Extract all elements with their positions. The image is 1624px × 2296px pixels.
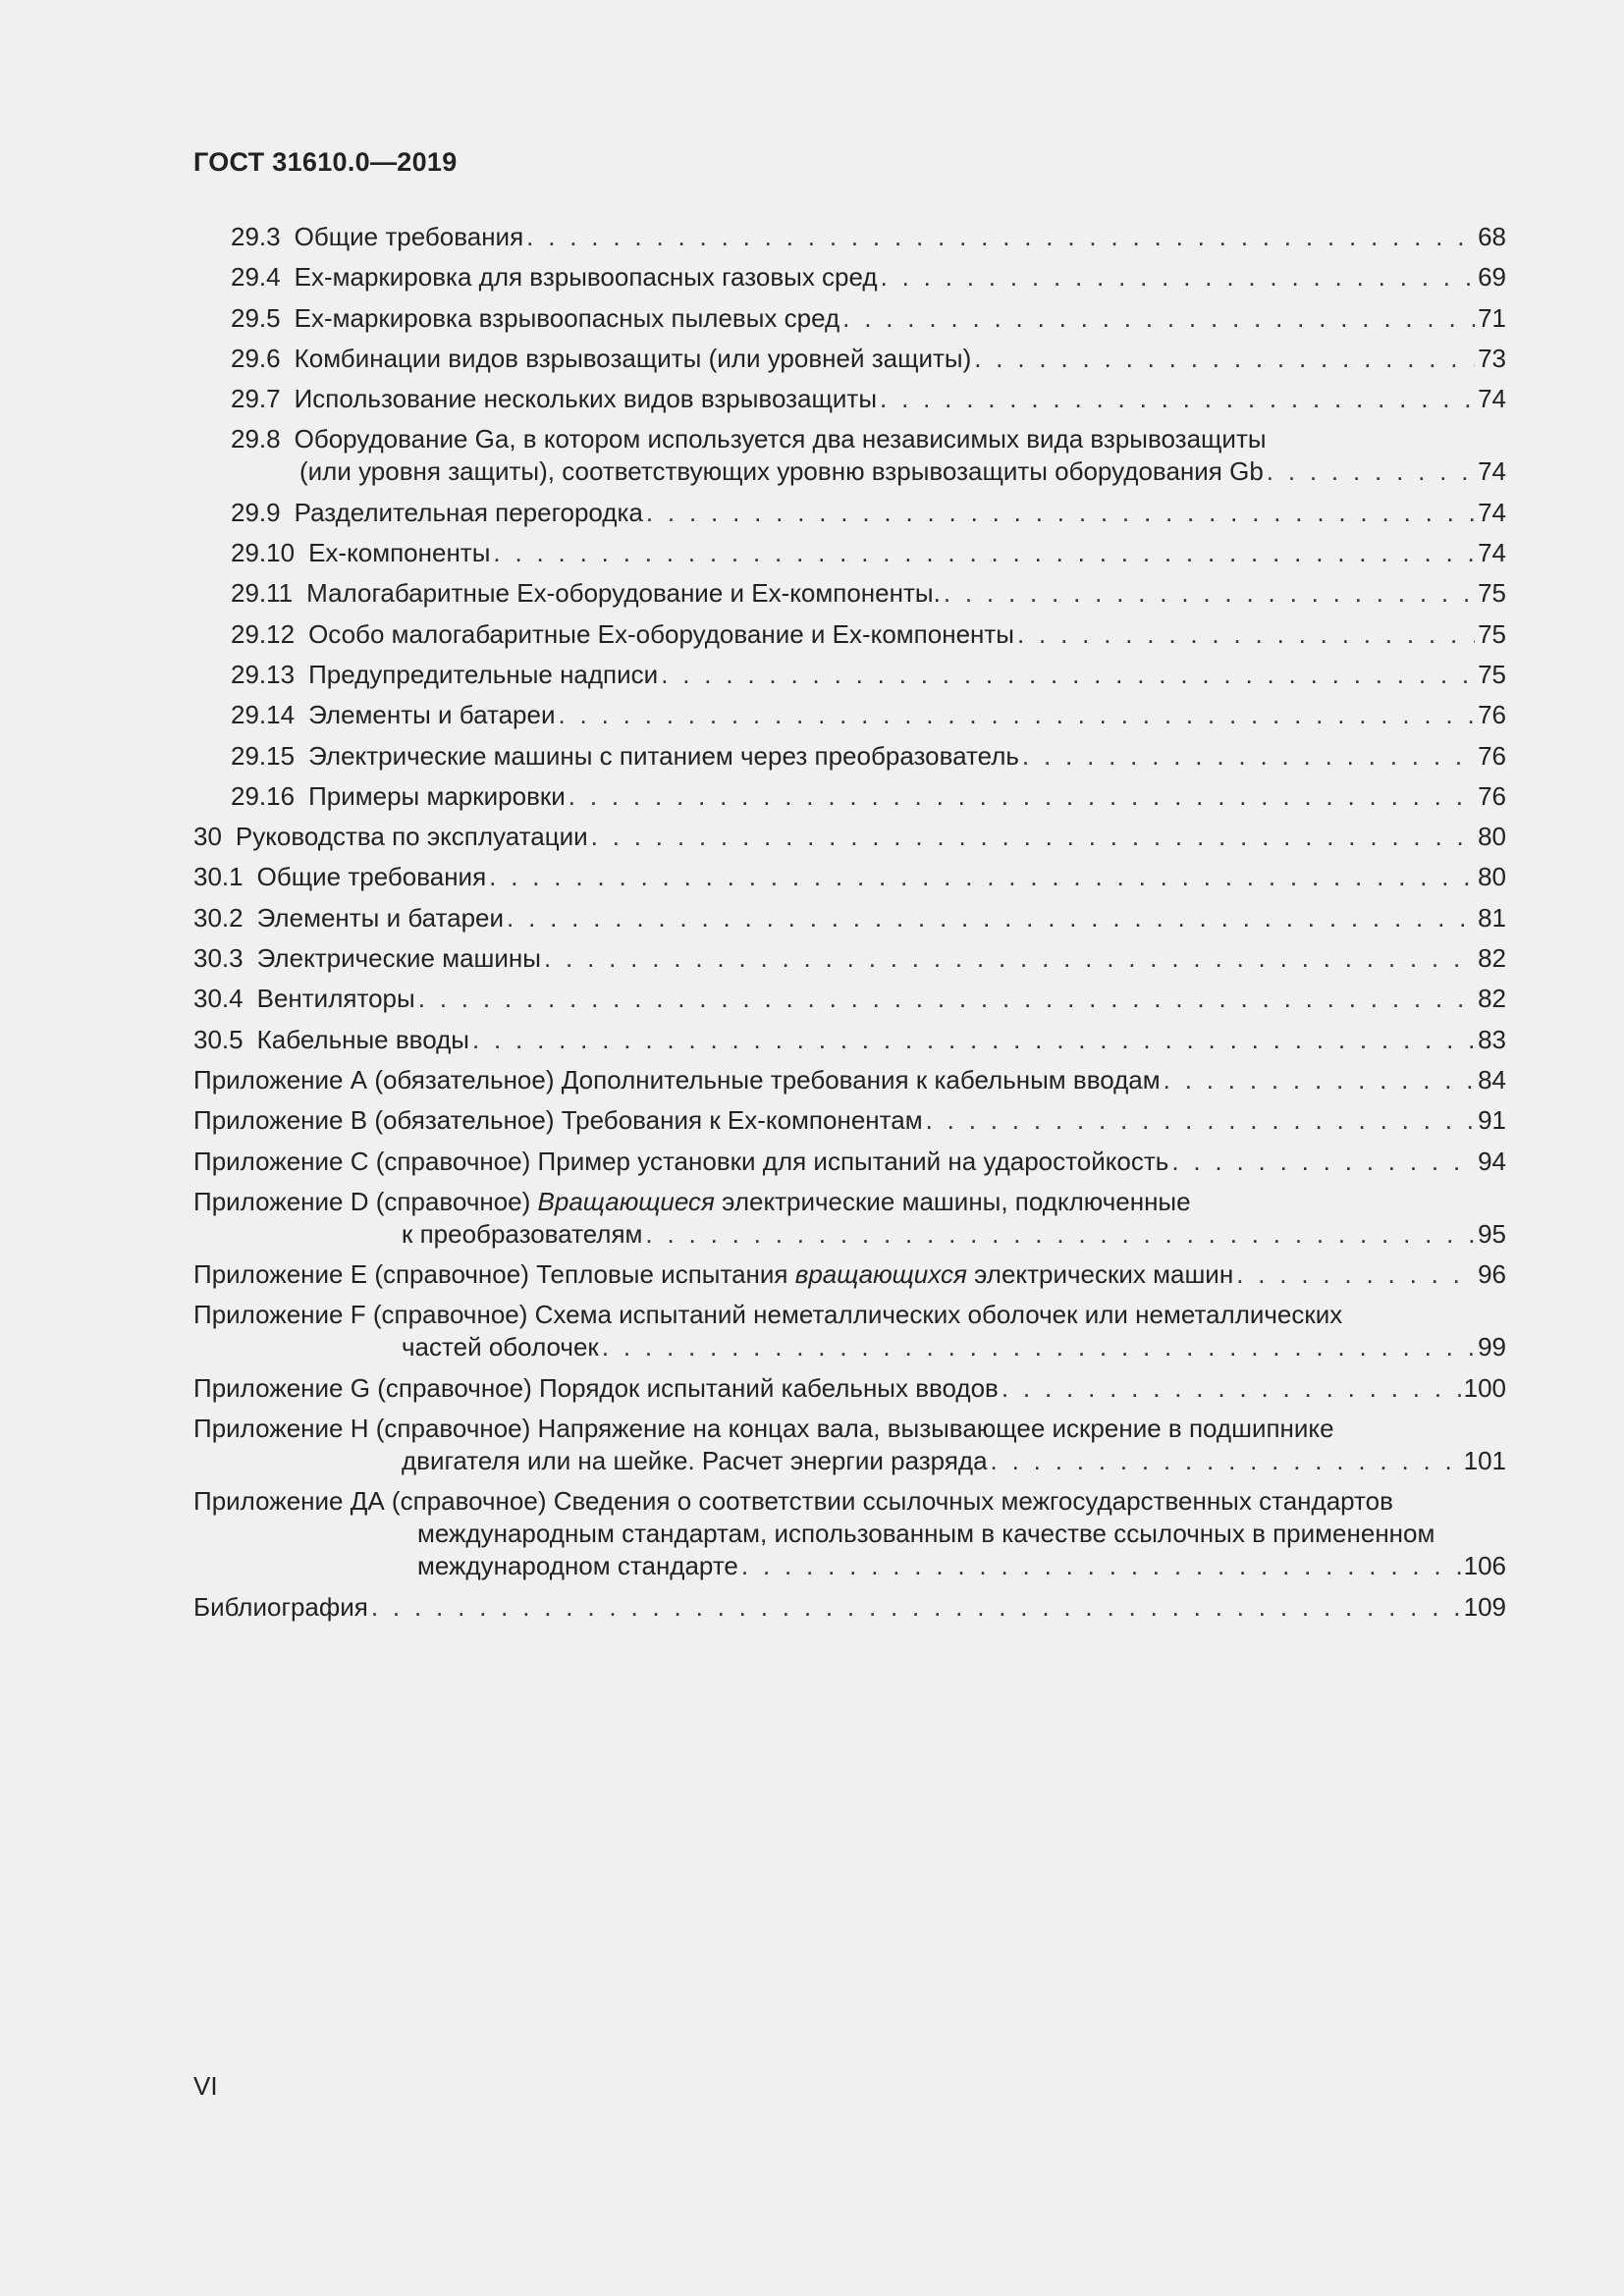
toc-entry-page: 74 [1478,384,1506,414]
appendix-label: Приложение [193,1146,344,1176]
toc-entry-page: 74 [1478,538,1506,568]
toc-entry[interactable] [193,618,1506,651]
toc-entry-page: 68 [1478,222,1506,251]
leader-dots [1001,1372,1461,1405]
toc-entry-page: 75 [1478,578,1506,609]
toc-entry[interactable] [193,383,1506,415]
leader-dots [880,383,1475,415]
appendix-entry[interactable] [193,1258,1506,1291]
toc-entry[interactable] [193,577,1506,610]
toc-entry[interactable] [193,302,1506,335]
toc-entry-page: 76 [1478,700,1506,730]
toc-entry-page: 91 [1478,1105,1506,1136]
toc-entry[interactable] [193,780,1506,813]
toc-entry-number: 29.4 [231,262,281,293]
appendix-label: Приложение [193,1486,344,1517]
appendix-label: Приложение [193,1064,344,1095]
appendix-kind: (справочное) [377,1372,532,1403]
toc-entry-number: 29.6 [231,343,281,373]
appendix-letter: F [350,1300,366,1330]
toc-entry-number: 29.11 [231,578,294,609]
appendix-title: Дополнительные требования к кабельным вводам [561,1064,1161,1095]
toc-entry-page: 83 [1478,1024,1506,1054]
appendix-entry[interactable] [193,1299,1506,1363]
leader-dots [568,780,1475,813]
appendix-title-continued: международным стандартам, использованным в качестве ссылочных в примененном [417,1519,1435,1549]
toc-entry-title-continued: (или уровня защиты), соответствующих уровню взрывозащиты оборудования Gb [299,456,1264,487]
leader-dots [991,1445,1461,1477]
toc-entry-number: 29.15 [231,740,296,771]
appendix-letter: Н [350,1414,369,1444]
toc-entry-title: Комбинации видов взрывозащиты (или уровней защиты) [294,343,972,373]
page-number: VI [193,2071,218,2101]
toc-entry-number: 29.8 [231,424,281,454]
toc-entry[interactable] [193,497,1506,529]
toc-entry-page: 99 [1478,1332,1506,1362]
appendix-letter: G [350,1372,370,1403]
appendix-title-continued: к преобразователям [402,1218,643,1249]
toc-entry-number: 30 [193,822,222,852]
appendix-letter: С [350,1146,369,1176]
appendix-label: Приложение [193,1300,344,1330]
toc-entry-number: 29.10 [231,538,296,568]
appendix-label: Приложение [193,1105,344,1136]
toc-entry-title: Ех-компоненты [308,538,491,568]
toc-entry[interactable] [193,261,1506,294]
toc-entry[interactable] [193,343,1506,375]
toc-entry-title: Электрические машины с питанием через преобразователь [308,740,1019,771]
appendix-title: Тепловые испытания [536,1259,788,1290]
leader-dots [591,821,1475,853]
leader-dots [1236,1258,1475,1291]
leader-dots [1022,740,1475,773]
leader-dots [944,577,1475,610]
toc-entry-page: 95 [1478,1218,1506,1249]
toc-entry-number: 30.5 [193,1024,244,1054]
toc-entry-number: 29.3 [231,222,281,251]
toc-entry-title: Руководства по эксплуатации [235,822,588,852]
leader-dots [493,537,1475,569]
toc-entry-page: 74 [1478,497,1506,527]
leader-dots [1171,1146,1475,1178]
appendix-label: Приложение [193,1259,344,1290]
toc-entry-page: 96 [1478,1259,1506,1290]
leader-dots [741,1550,1461,1582]
toc-entry-page: 75 [1478,618,1506,649]
toc-entry-page: 76 [1478,780,1506,811]
toc-entry-page: 71 [1478,302,1506,333]
appendix-kind: (справочное) [375,1186,531,1216]
appendix-entry[interactable] [193,1485,1506,1582]
appendix-entry[interactable] [193,1372,1506,1405]
appendix-kind: (справочное) [391,1486,547,1517]
appendix-entry[interactable] [193,1186,1506,1251]
leader-dots [559,699,1476,731]
toc-entry-page: 109 [1463,1591,1506,1622]
toc-entry[interactable] [193,537,1506,569]
appendix-letter: ДА [350,1486,385,1517]
toc-entry[interactable] [193,659,1506,691]
appendix-kind: (обязательное) [374,1064,555,1095]
leader-dots [602,1331,1475,1363]
appendix-label: Приложение [193,1414,344,1444]
leader-dots [472,1024,1475,1056]
toc-entry-page: 82 [1478,984,1506,1014]
toc-entry-title: Ех-маркировка для взрывоопасных газовых сред [294,262,878,293]
toc-entry-page: 82 [1478,943,1506,974]
toc-entry[interactable] [193,740,1506,773]
toc-entry-page: 106 [1463,1551,1506,1581]
toc-entry-page: 69 [1478,262,1506,293]
toc-entry-number: 30.4 [193,984,244,1014]
appendix-entry[interactable] [193,1146,1506,1178]
toc-entry-title: Кабельные вводы [256,1024,469,1054]
appendix-entry[interactable] [193,1064,1506,1096]
leader-dots [1267,455,1475,488]
appendix-entry[interactable] [193,1104,1506,1137]
document-header: ГОСТ 31610.0—2019 [193,147,458,177]
appendix-title: Пример установки для испытаний на ударостойкость [537,1146,1169,1176]
toc-entry[interactable] [193,699,1506,731]
toc-entry-number: 29.14 [231,700,296,730]
appendix-letter: Е [350,1259,368,1290]
leader-dots [646,497,1475,529]
toc-entry-number: 29.7 [231,384,281,414]
toc-entry[interactable] [193,1024,1506,1056]
toc-entry-number: 30.2 [193,902,244,933]
table-of-contents [193,221,1506,1631]
toc-entry-page: 101 [1463,1446,1506,1476]
toc-entry-title: Оборудование Ga, в котором используется два независимых вида взрывозащиты [294,424,1267,454]
toc-entry-title: Вентиляторы [256,984,415,1014]
toc-entry-page: 80 [1478,822,1506,852]
toc-entry-page: 100 [1463,1372,1506,1403]
leader-dots [507,902,1475,934]
toc-entry[interactable] [193,423,1506,488]
leader-dots [489,861,1475,893]
appendix-title-italic: вращающихся [794,1259,967,1290]
toc-entry[interactable] [193,821,1506,853]
leader-dots [842,302,1475,335]
toc-entry-number: 29.5 [231,302,281,333]
leader-dots [926,1104,1475,1137]
appendix-label: Приложение [193,1372,344,1403]
appendix-title-continued: двигателя или на шейке. Расчет энергии разряда [402,1446,988,1476]
leader-dots [1017,618,1475,651]
toc-entry-number: 29.12 [231,618,296,649]
toc-entry-title: Малогабаритные Ех-оборудование и Ех-компоненты. [306,578,941,609]
toc-entry-title: Примеры маркировки [308,780,566,811]
toc-entry-page: 73 [1478,343,1506,373]
appendix-title-continued: международном стандарте [417,1551,738,1581]
appendix-letter: D [350,1186,369,1216]
bibliography-entry[interactable] [193,1591,1506,1624]
toc-entry[interactable] [193,221,1506,253]
toc-entry-title: Элементы и батареи [256,902,505,933]
toc-entry-number: 30.1 [193,862,244,892]
leader-dots [418,983,1475,1015]
appendix-letter: А [350,1064,368,1095]
toc-entry-page: 84 [1478,1064,1506,1095]
appendix-title: электрических машин [974,1259,1234,1290]
toc-entry-page: 76 [1478,740,1506,771]
toc-entry-title: Общие требования [256,862,487,892]
appendix-kind: (справочное) [372,1300,528,1330]
leader-dots [974,343,1475,375]
toc-entry-title: Элементы и батареи [308,700,556,730]
appendix-label: Приложение [193,1186,344,1216]
toc-entry[interactable] [193,902,1506,934]
toc-entry-title: Использование нескольких видов взрывозащиты [294,384,878,414]
appendix-kind: (обязательное) [374,1105,555,1136]
leader-dots [371,1591,1461,1624]
bibliography-title: Библиография [193,1591,368,1622]
toc-entry-number: 29.13 [231,659,296,689]
toc-entry-number: 29.16 [231,780,296,811]
toc-entry-title: Ех-маркировка взрывоопасных пылевых сред [294,302,840,333]
appendix-kind: (справочное) [375,1146,531,1176]
leader-dots [526,221,1475,253]
appendix-title: Порядок испытаний кабельных вводов [539,1372,999,1403]
leader-dots [544,942,1475,975]
toc-entry-title: Особо малогабаритные Ех-оборудование и Ех-компоненты [308,618,1014,649]
appendix-kind: (справочное) [374,1259,529,1290]
leader-dots [881,261,1476,294]
toc-entry[interactable] [193,983,1506,1015]
toc-entry-page: 81 [1478,902,1506,933]
toc-entry-number: 30.3 [193,943,244,974]
appendix-letter: В [350,1105,368,1136]
toc-entry-title: Разделительная перегородка [294,497,643,527]
appendix-title: Напряжение на концах вала, вызывающее искрение в подшипнике [537,1414,1334,1444]
toc-entry[interactable] [193,942,1506,975]
appendix-title: электрические машины, подключенные [722,1186,1191,1216]
toc-entry[interactable] [193,861,1506,893]
appendix-title-continued: частей оболочек [402,1332,599,1362]
toc-entry-page: 80 [1478,862,1506,892]
toc-entry-title: Общие требования [294,222,524,251]
leader-dots [661,659,1475,691]
appendix-title-italic: Вращающиеся [537,1186,715,1216]
leader-dots [1164,1064,1475,1096]
appendix-title: Сведения о соответствии ссылочных межгосударственных стандартов [553,1486,1393,1517]
toc-entry-page: 75 [1478,659,1506,689]
toc-entry-page: 74 [1478,456,1506,487]
appendix-kind: (справочное) [375,1414,531,1444]
toc-entry-title: Электрические машины [256,943,541,974]
toc-entry-title: Предупредительные надписи [308,659,659,689]
toc-entry-number: 29.9 [231,497,281,527]
appendix-entry[interactable] [193,1413,1506,1477]
leader-dots [645,1218,1475,1251]
appendix-title: Требования к Ех-компонентам [561,1105,923,1136]
appendix-title: Схема испытаний неметаллических оболочек или неметаллических [534,1300,1343,1330]
toc-entry-page: 94 [1478,1146,1506,1176]
